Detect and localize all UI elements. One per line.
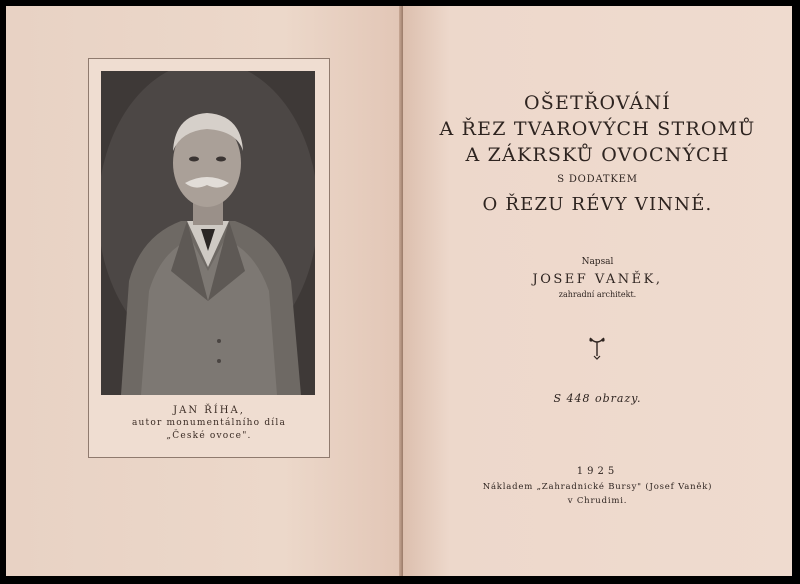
title-line-4: O ŘEZU RÉVY VINNÉ. [482, 194, 713, 215]
portrait-caption-line3: „České ovoce". [166, 431, 252, 441]
fleuron-ornament-icon [587, 334, 607, 360]
subtitle: S DODATKEM [557, 174, 638, 185]
illustrations-count: S 448 obrazy. [553, 392, 642, 405]
portrait-caption-line2: autor monumentálního díla [131, 418, 287, 428]
author-role: zahradní architekt. [558, 290, 637, 299]
title-page [403, 6, 792, 576]
title-line-2: A ŘEZ TVAROVÝCH STROMŮ [439, 118, 756, 140]
publication-year: 1925 [576, 466, 619, 477]
portrait-frame [88, 58, 330, 458]
author-name: JOSEF VANĚK, [532, 272, 663, 287]
title-line-3: A ZÁKRSKŮ OVOCNÝCH [465, 144, 730, 166]
portrait-caption-name: JAN ŘÍHA, [173, 405, 245, 416]
publisher: Nákladem „Zahradnické Bursy" (Josef Vaněk) [482, 482, 713, 492]
author-prefix: Napsal [581, 257, 614, 267]
left-page [6, 6, 402, 576]
book-spread [6, 6, 792, 576]
portrait-photo [101, 71, 315, 395]
publication-place: v Chrudimi. [567, 496, 628, 506]
title-line-1: OŠETŘOVÁNÍ [524, 92, 671, 114]
